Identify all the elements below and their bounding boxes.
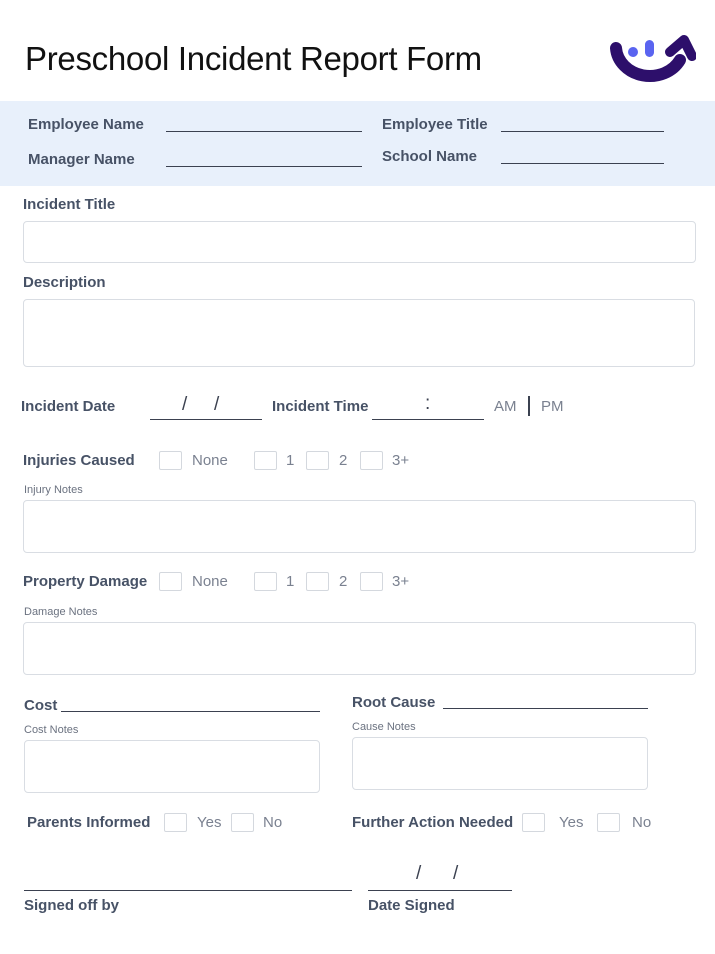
- property-damage-label: Property Damage: [23, 573, 148, 590]
- employee-title-field[interactable]: [501, 131, 664, 132]
- employee-info-band: [0, 101, 715, 186]
- damage-2-checkbox[interactable]: [306, 572, 329, 591]
- injury-notes-input[interactable]: [23, 500, 696, 553]
- manager-name-label: Manager Name: [28, 151, 135, 168]
- manager-name-field[interactable]: [166, 166, 362, 167]
- parents-informed-label: Parents Informed: [27, 814, 151, 831]
- injuries-none-checkbox[interactable]: [159, 451, 182, 470]
- cause-notes-label: Cause Notes: [352, 721, 416, 733]
- injuries-1-checkbox[interactable]: [254, 451, 277, 470]
- pm-option[interactable]: PM: [541, 398, 564, 415]
- damage-notes-input[interactable]: [23, 622, 696, 675]
- school-name-label: School Name: [382, 148, 478, 165]
- further-no-label: No: [632, 814, 652, 831]
- employee-name-field[interactable]: [166, 131, 362, 132]
- incident-date-label: Incident Date: [21, 398, 116, 415]
- further-yes-checkbox[interactable]: [522, 813, 545, 832]
- am-option[interactable]: AM: [494, 398, 517, 415]
- cost-notes-input[interactable]: [24, 740, 320, 793]
- incident-time-field[interactable]: [372, 419, 484, 420]
- incident-title-label: Incident Title: [23, 196, 116, 213]
- cause-notes-input[interactable]: [352, 737, 648, 790]
- smile-arrow-logo-icon: [604, 34, 696, 92]
- page-title: Preschool Incident Report Form: [25, 40, 482, 77]
- incident-date-field[interactable]: [150, 419, 262, 420]
- injuries-3plus-label: 3+: [392, 452, 410, 469]
- incident-time-label: Incident Time: [272, 398, 369, 415]
- time-separator: :: [425, 393, 431, 414]
- date-separator: /: [453, 863, 459, 884]
- further-yes-label: Yes: [559, 814, 584, 831]
- damage-none-checkbox[interactable]: [159, 572, 182, 591]
- injuries-caused-label: Injuries Caused: [23, 452, 135, 469]
- injuries-3plus-checkbox[interactable]: [360, 451, 383, 470]
- damage-3plus-label: 3+: [392, 573, 410, 590]
- damage-1-label: 1: [286, 573, 295, 590]
- date-separator: /: [416, 863, 422, 884]
- am-pm-divider: [528, 396, 530, 416]
- further-no-checkbox[interactable]: [597, 813, 620, 832]
- injuries-none-label: None: [192, 452, 228, 469]
- damage-none-label: None: [192, 573, 228, 590]
- date-signed-field[interactable]: [368, 890, 512, 891]
- incident-title-input[interactable]: [23, 221, 696, 263]
- parents-yes-label: Yes: [197, 814, 222, 831]
- root-cause-field[interactable]: [443, 708, 648, 709]
- damage-3plus-checkbox[interactable]: [360, 572, 383, 591]
- root-cause-label: Root Cause: [352, 694, 436, 711]
- cost-label: Cost: [24, 697, 58, 714]
- employee-name-label: Employee Name: [28, 116, 144, 133]
- parents-no-checkbox[interactable]: [231, 813, 254, 832]
- damage-1-checkbox[interactable]: [254, 572, 277, 591]
- injuries-1-label: 1: [286, 452, 295, 469]
- damage-2-label: 2: [339, 573, 348, 590]
- injuries-2-checkbox[interactable]: [306, 451, 329, 470]
- employee-title-label: Employee Title: [382, 116, 488, 133]
- signed-off-by-field[interactable]: [24, 890, 352, 891]
- date-separator: /: [182, 394, 188, 415]
- further-action-label: Further Action Needed: [352, 814, 514, 831]
- damage-notes-label: Damage Notes: [24, 606, 98, 618]
- injuries-2-label: 2: [339, 452, 348, 469]
- injury-notes-label: Injury Notes: [24, 484, 83, 496]
- date-signed-label: Date Signed: [368, 897, 455, 914]
- parents-no-label: No: [263, 814, 283, 831]
- description-label: Description: [23, 274, 106, 291]
- cost-notes-label: Cost Notes: [24, 724, 79, 736]
- description-input[interactable]: [23, 299, 695, 367]
- signed-off-by-label: Signed off by: [24, 897, 119, 914]
- school-name-field[interactable]: [501, 163, 664, 164]
- cost-field[interactable]: [61, 711, 320, 712]
- date-separator: /: [214, 394, 220, 415]
- parents-yes-checkbox[interactable]: [164, 813, 187, 832]
